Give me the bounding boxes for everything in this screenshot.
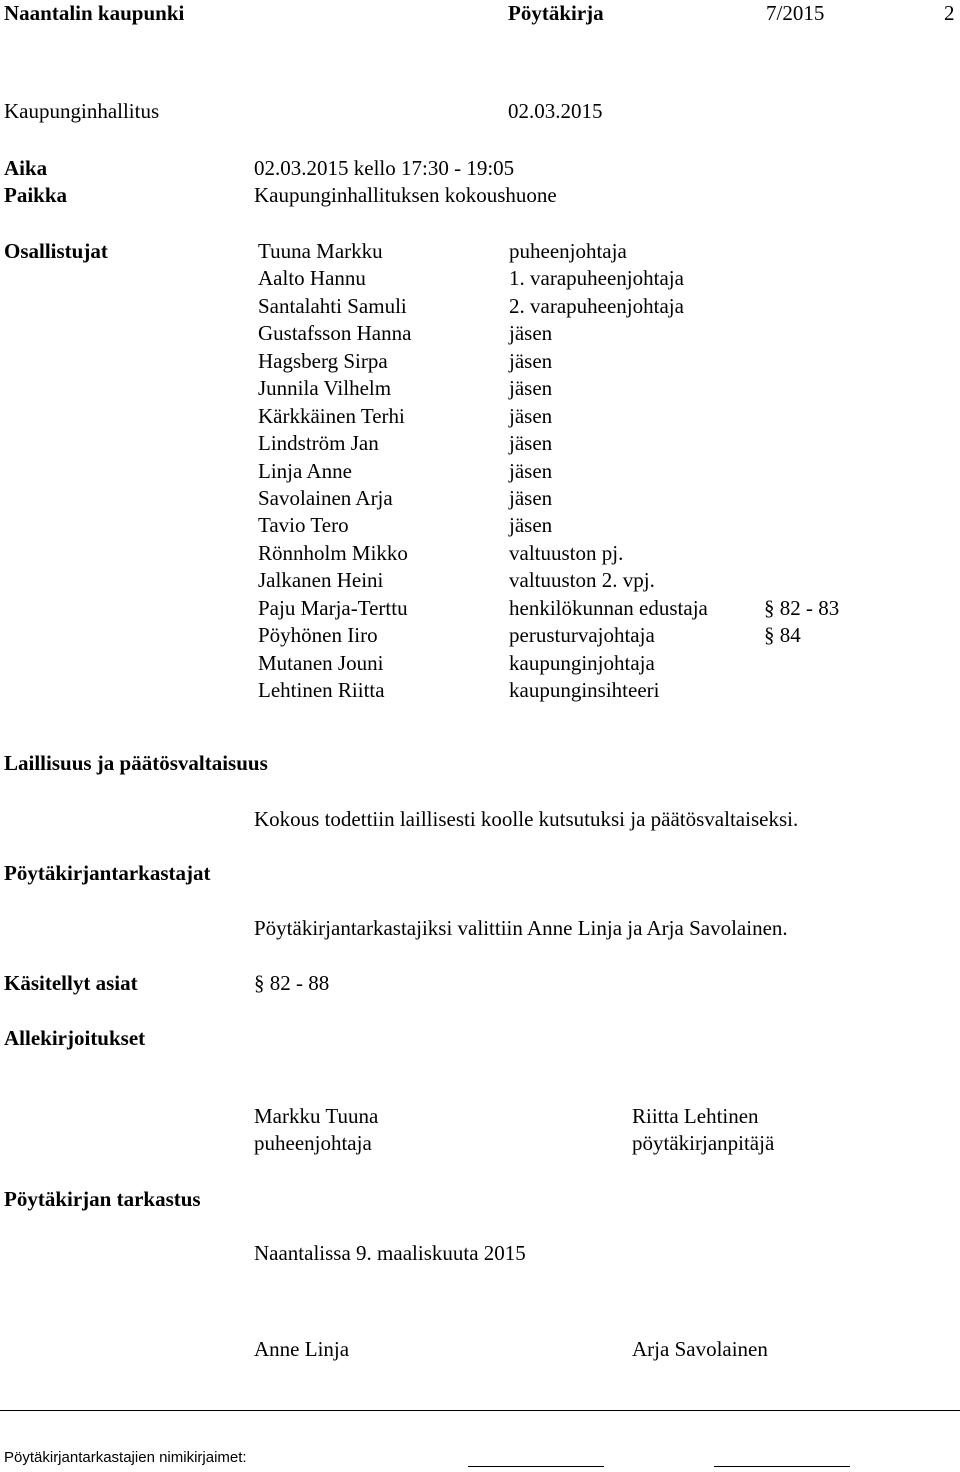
header-organization: Naantalin kaupunki <box>4 1 185 25</box>
attendee-role: jäsen <box>509 321 553 346</box>
header-page-number: 2 <box>944 1 955 25</box>
attendee-name: Tavio Tero <box>258 513 349 538</box>
attendee-name: Kärkkäinen Terhi <box>258 403 405 428</box>
attendee-role: puheenjohtaja <box>509 239 627 263</box>
attendee-role: kaupunginsihteeri <box>509 678 660 702</box>
reviewer-left-name: Anne Linja <box>254 1337 350 1361</box>
attendee-name: Mutanen Jouni <box>258 650 384 675</box>
attendee-role: henkilökunnan edustaja <box>509 595 708 620</box>
attendee-role: jäsen <box>509 431 553 456</box>
attendee-name: Hagsberg Sirpa <box>258 348 388 373</box>
attendee-name: Pöyhönen Iiro <box>258 623 378 648</box>
review-place-date: Naantalissa 9. maaliskuuta 2015 <box>254 1241 526 1265</box>
attendee-role: jäsen <box>509 485 553 510</box>
attendee-name: Jalkanen Heini <box>258 568 384 593</box>
matters-label: Käsitellyt asiat <box>4 971 138 995</box>
attendee-name: Lehtinen Riitta <box>258 678 385 702</box>
attendee-name: Linja Anne <box>258 458 352 483</box>
place-label: Paikka <box>4 183 68 207</box>
matters-value: § 82 - 88 <box>254 971 330 995</box>
attendee-role: valtuuston pj. <box>509 540 624 565</box>
attendee-name: Rönnholm Mikko <box>258 540 408 565</box>
attendee-name: Aalto Hannu <box>258 266 366 291</box>
time-value: 02.03.2015 kello 17:30 - 19:05 <box>254 156 515 180</box>
reviewer-right-name: Arja Savolainen <box>632 1337 768 1361</box>
signer-right-name: Riitta Lehtinen <box>632 1104 759 1128</box>
legality-text: Kokous todettiin laillisesti koolle kutsutuksi ja päätösvaltaiseksi. <box>254 807 799 831</box>
place-value: Kaupunginhallituksen kokoushuone <box>254 183 557 207</box>
initials-line-right <box>714 1466 850 1467</box>
inspectors-label: Pöytäkirjantarkastajat <box>4 861 211 885</box>
attendee-role: 1. varapuheenjohtaja <box>509 266 684 291</box>
attendee-role: jäsen <box>509 458 553 483</box>
header-document-type: Pöytäkirja <box>508 1 604 25</box>
attendee-role: kaupunginjohtaja <box>509 650 655 675</box>
attendee-name: Paju Marja-Terttu <box>258 595 408 620</box>
footer-initials-label: Pöytäkirjantarkastajien nimikirjaimet: <box>4 1449 247 1466</box>
attendee-role: valtuuston 2. vpj. <box>509 568 655 593</box>
meeting-body-name: Kaupunginhallitus <box>4 99 160 123</box>
attendees-label: Osallistujat <box>4 239 108 263</box>
signer-left-name: Markku Tuuna <box>254 1104 379 1128</box>
footer-divider <box>0 1410 960 1411</box>
attendee-role: jäsen <box>509 513 553 538</box>
initials-line-left <box>468 1466 604 1467</box>
meeting-body-date: 02.03.2015 <box>508 99 603 123</box>
attendee-name: Junnila Vilhelm <box>258 376 392 401</box>
time-label: Aika <box>4 156 48 180</box>
signatures-label: Allekirjoitukset <box>4 1026 146 1050</box>
attendee-role: jäsen <box>509 376 553 401</box>
attendee-role: 2. varapuheenjohtaja <box>509 293 684 318</box>
attendee-name: Tuuna Markku <box>258 239 383 263</box>
signer-left-title: puheenjohtaja <box>254 1131 372 1155</box>
attendee-name: Santalahti Samuli <box>258 293 407 318</box>
attendee-name: Savolainen Arja <box>258 485 393 510</box>
attendee-name: Lindström Jan <box>258 431 379 456</box>
legality-label: Laillisuus ja päätösvaltaisuus <box>4 751 268 775</box>
attendee-role: jäsen <box>509 403 553 428</box>
attendee-sections: § 82 - 83 <box>764 595 840 620</box>
attendee-role: perusturvajohtaja <box>509 623 655 648</box>
review-label: Pöytäkirjan tarkastus <box>4 1187 201 1211</box>
inspectors-text: Pöytäkirjantarkastajiksi valittiin Anne Linja ja Arja Savolainen. <box>254 916 788 940</box>
attendee-sections: § 84 <box>764 623 801 648</box>
signer-right-title: pöytäkirjanpitäjä <box>632 1131 775 1155</box>
attendee-name: Gustafsson Hanna <box>258 321 412 346</box>
header-document-number: 7/2015 <box>766 1 825 25</box>
attendee-role: jäsen <box>509 348 553 373</box>
